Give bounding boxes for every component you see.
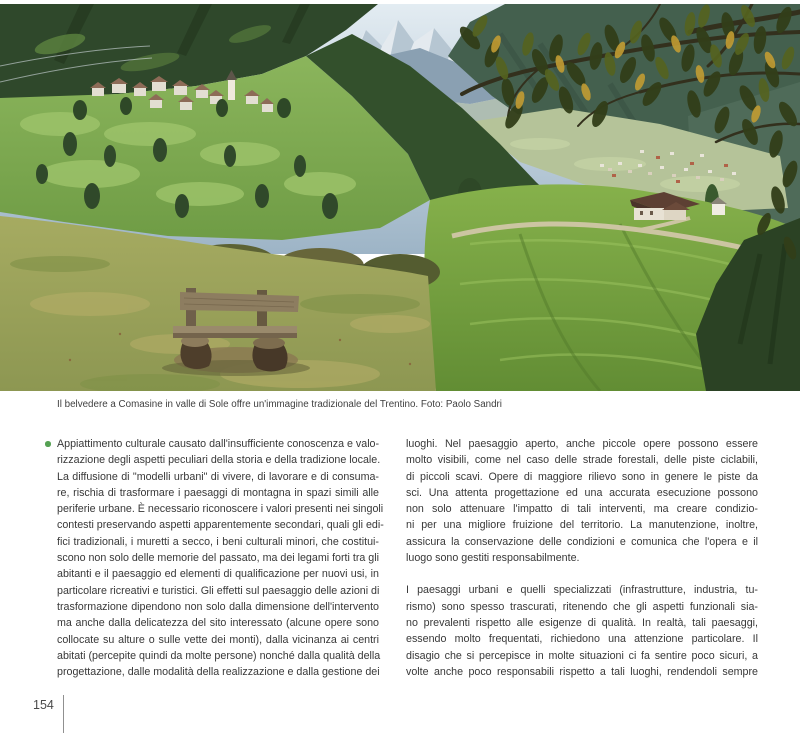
- text-line: sci. Una attenta progettazione ed una accurata esecuzione possono: [406, 486, 758, 499]
- photo-caption: Il belvedere a Comasine in valle di Sole offre un'immagine tradizionale del Trentino. Foto: Paolo Sandri: [57, 399, 502, 410]
- text-line: luoghi. Nel paesaggio aperto, anche piccole opere possono essere: [406, 438, 758, 450]
- text-line: progettazione, dalle modalità della realizzazione e dalla gestione dei: [57, 666, 380, 679]
- text-line: rismo) sono spesso trascurati, ritenendo che gli aspetti funzionali sia-: [406, 600, 758, 613]
- text-line: fici tradizionali, i muretti a secco, i beni culturali minori, che costitui-: [57, 535, 379, 548]
- bullet-marker: [45, 441, 51, 447]
- text-line: scono non solo delle memorie del passato, ma dei legami forti tra gli: [57, 552, 379, 565]
- text-line: Appiattimento culturale causato dall'insufficiente conoscenza e valo-: [57, 438, 380, 450]
- landscape-photo: [0, 4, 800, 391]
- text-line: abitanti e il paesaggio ed elementi di qualificazione per nuovi usi, in: [57, 568, 379, 581]
- body-column-right: [406, 436, 758, 680]
- text-line: non solo attenuare l'impatto di tali interventi, ma creare condizio-: [406, 503, 758, 516]
- text-line: essendo molto frequentati, richiedono una attenzione particolare. Il: [406, 633, 758, 646]
- text-line: di piccoli scavi. Opere di maggiore rilievo sono in genere le piste da: [406, 470, 758, 483]
- text-line: La diffusione di "modelli urbani" di vivere, di lavorare e di consuma-: [57, 470, 379, 483]
- text-line: rizzazione degli aspetti peculiari della storia e della tradizione locale.: [57, 454, 381, 467]
- bullet-paragraph: [57, 436, 384, 680]
- text-line: periferie urbane. È necessario riconoscere i valori presenti nei singoli: [57, 503, 384, 516]
- text-line: I paesaggi urbani e quelli specializzati (infrastrutture, industria, tu-: [406, 584, 758, 597]
- text-line: disagio che si percepisce in molte situazioni ci fa sentire poco sicuri, a: [406, 649, 758, 662]
- text-line: abitati (percepite quindi da molte persone) nonché dalla qualità della: [57, 649, 381, 662]
- text-line: particolare ricreativi e turistici. Gli effetti sul paesaggio delle azioni di: [57, 584, 380, 597]
- paragraph-2: [406, 582, 758, 680]
- body-column-left: [44, 436, 384, 680]
- text-line: volte anche poco responsabili rispetto a tali luoghi, rendendoli sempre: [406, 665, 758, 678]
- text-line: no prevalenti rispetto alle esigenze di qualità. In realtà, tali paesaggi,: [406, 616, 758, 629]
- page-number: 154: [33, 698, 54, 712]
- text-line: re, rischia di trasformare i paesaggi di montagna in spazi simili alle: [57, 486, 379, 499]
- text-line: trasformazione dipendono non solo dalla dimensione dell'intervento: [57, 600, 379, 613]
- text-line: luogo sono gestiti responsabilmente.: [406, 552, 580, 565]
- text-line: assicura la conservazione delle condizioni e comunica che l'opera e il: [406, 535, 758, 548]
- text-line: collocate su alture o sulle vette dei monti), dalla vicinanza ai centri: [57, 633, 379, 646]
- text-line: contesti preservando aspetti apparentemente secondari, quali gli edi-: [57, 519, 384, 532]
- bench: [162, 288, 310, 376]
- text-line: molto visibili, come nel caso delle strade forestali, delle piste ciclabili,: [406, 454, 758, 467]
- footer-rule: [63, 695, 64, 733]
- text-line: ni per una migliore fruizione del territorio. La manutenzione, inoltre,: [406, 519, 758, 532]
- text-line: ma anche dalla delicatezza del sito interessato (alcune opere sono: [57, 617, 379, 630]
- paragraph-1: [406, 436, 758, 566]
